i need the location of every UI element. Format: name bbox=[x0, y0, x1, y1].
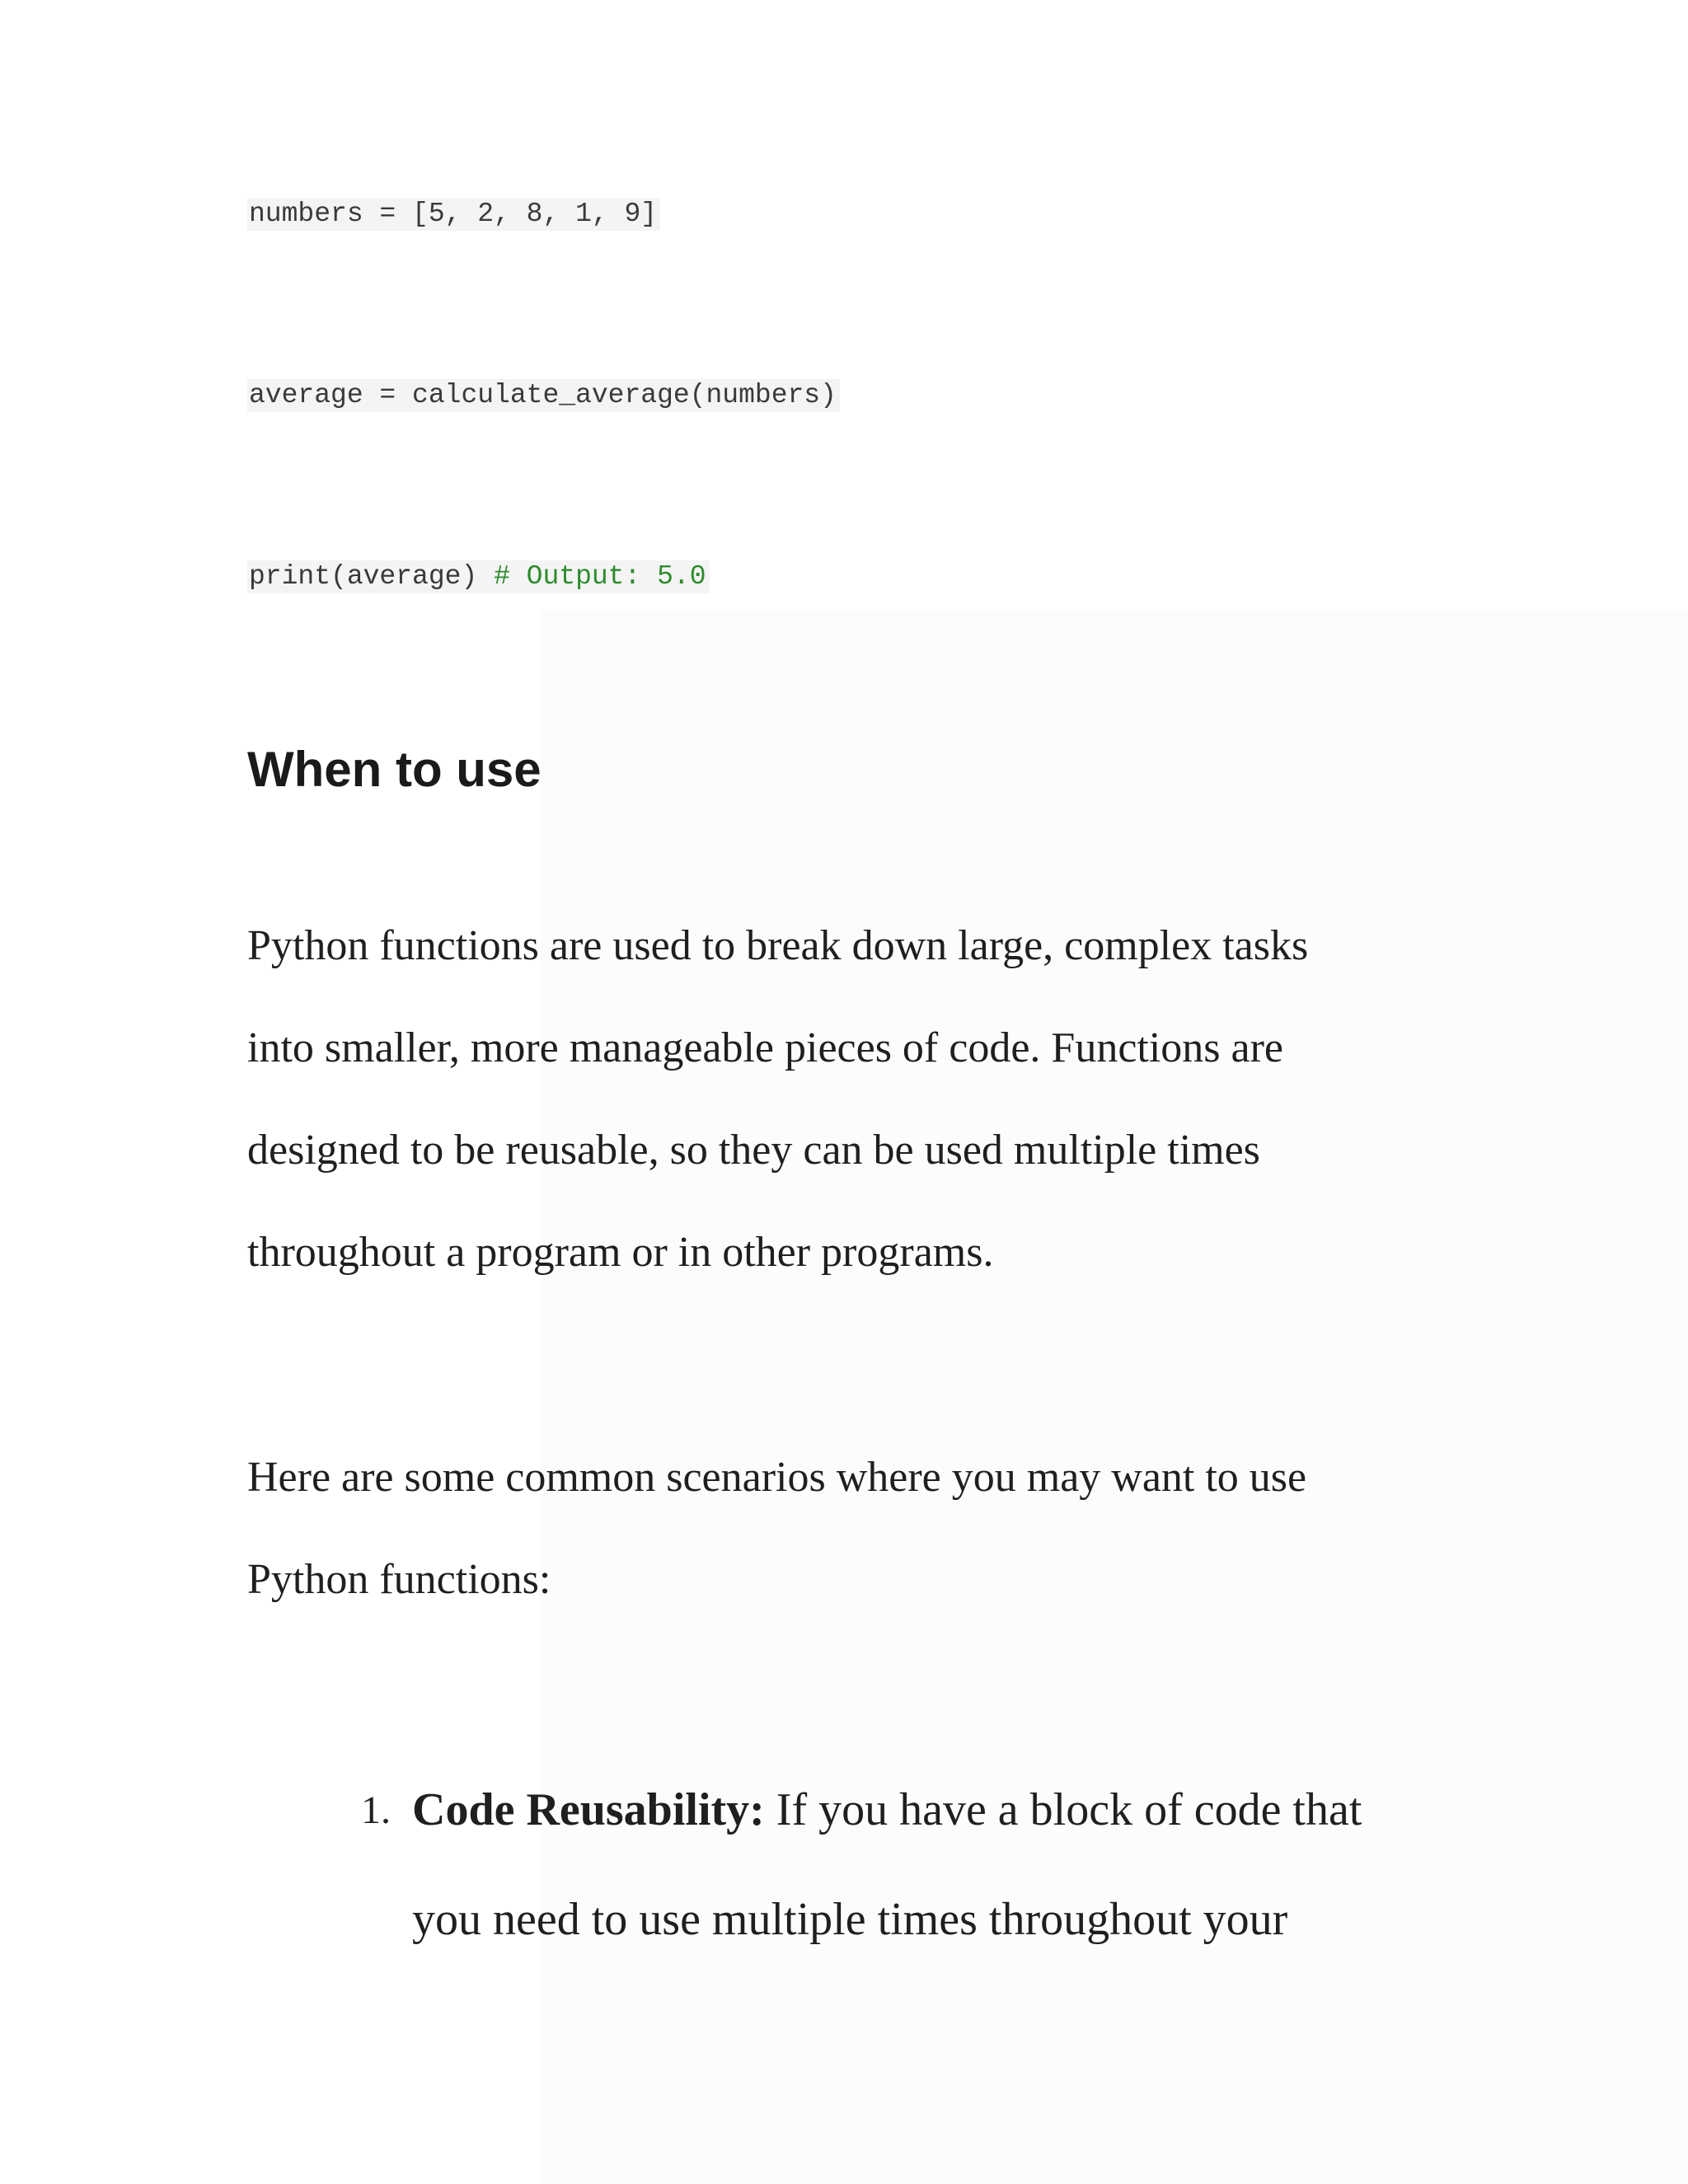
list-item-body bbox=[412, 1755, 1566, 1975]
paragraph-line: into smaller, more manageable pieces of code. Functions are bbox=[247, 1024, 1284, 1071]
code-line-average: average = calculate_average(numbers) bbox=[247, 379, 840, 412]
paragraph-scenarios bbox=[247, 1427, 1467, 1631]
paragraph-line: Python functions are used to break down large, complex tasks bbox=[247, 922, 1309, 969]
code-print-call: print(average) bbox=[249, 561, 478, 592]
paragraph-line: designed to be reusable, so they can be used multiple times bbox=[247, 1127, 1260, 1174]
code-line-print bbox=[247, 560, 710, 593]
paragraph-line: Python functions: bbox=[247, 1556, 551, 1603]
list-item-title: Code Reusability: bbox=[412, 1784, 765, 1835]
list-item-line bbox=[412, 1755, 1566, 1865]
code-comment: # Output: 5.0 bbox=[494, 561, 706, 592]
list-item-line: you need to use multiple times throughout your bbox=[412, 1894, 1288, 1945]
section-heading: When to use bbox=[247, 742, 542, 797]
list-item-number: 1. bbox=[361, 1788, 391, 1832]
paragraph-line: Here are some common scenarios where you may want to use bbox=[247, 1454, 1307, 1501]
list-item-text: If you have a block of code that bbox=[764, 1784, 1362, 1835]
paragraph-line: throughout a program or in other programs. bbox=[247, 1229, 994, 1276]
code-line-numbers: numbers = [5, 2, 8, 1, 9] bbox=[247, 198, 660, 231]
paragraph-intro bbox=[247, 895, 1467, 1304]
